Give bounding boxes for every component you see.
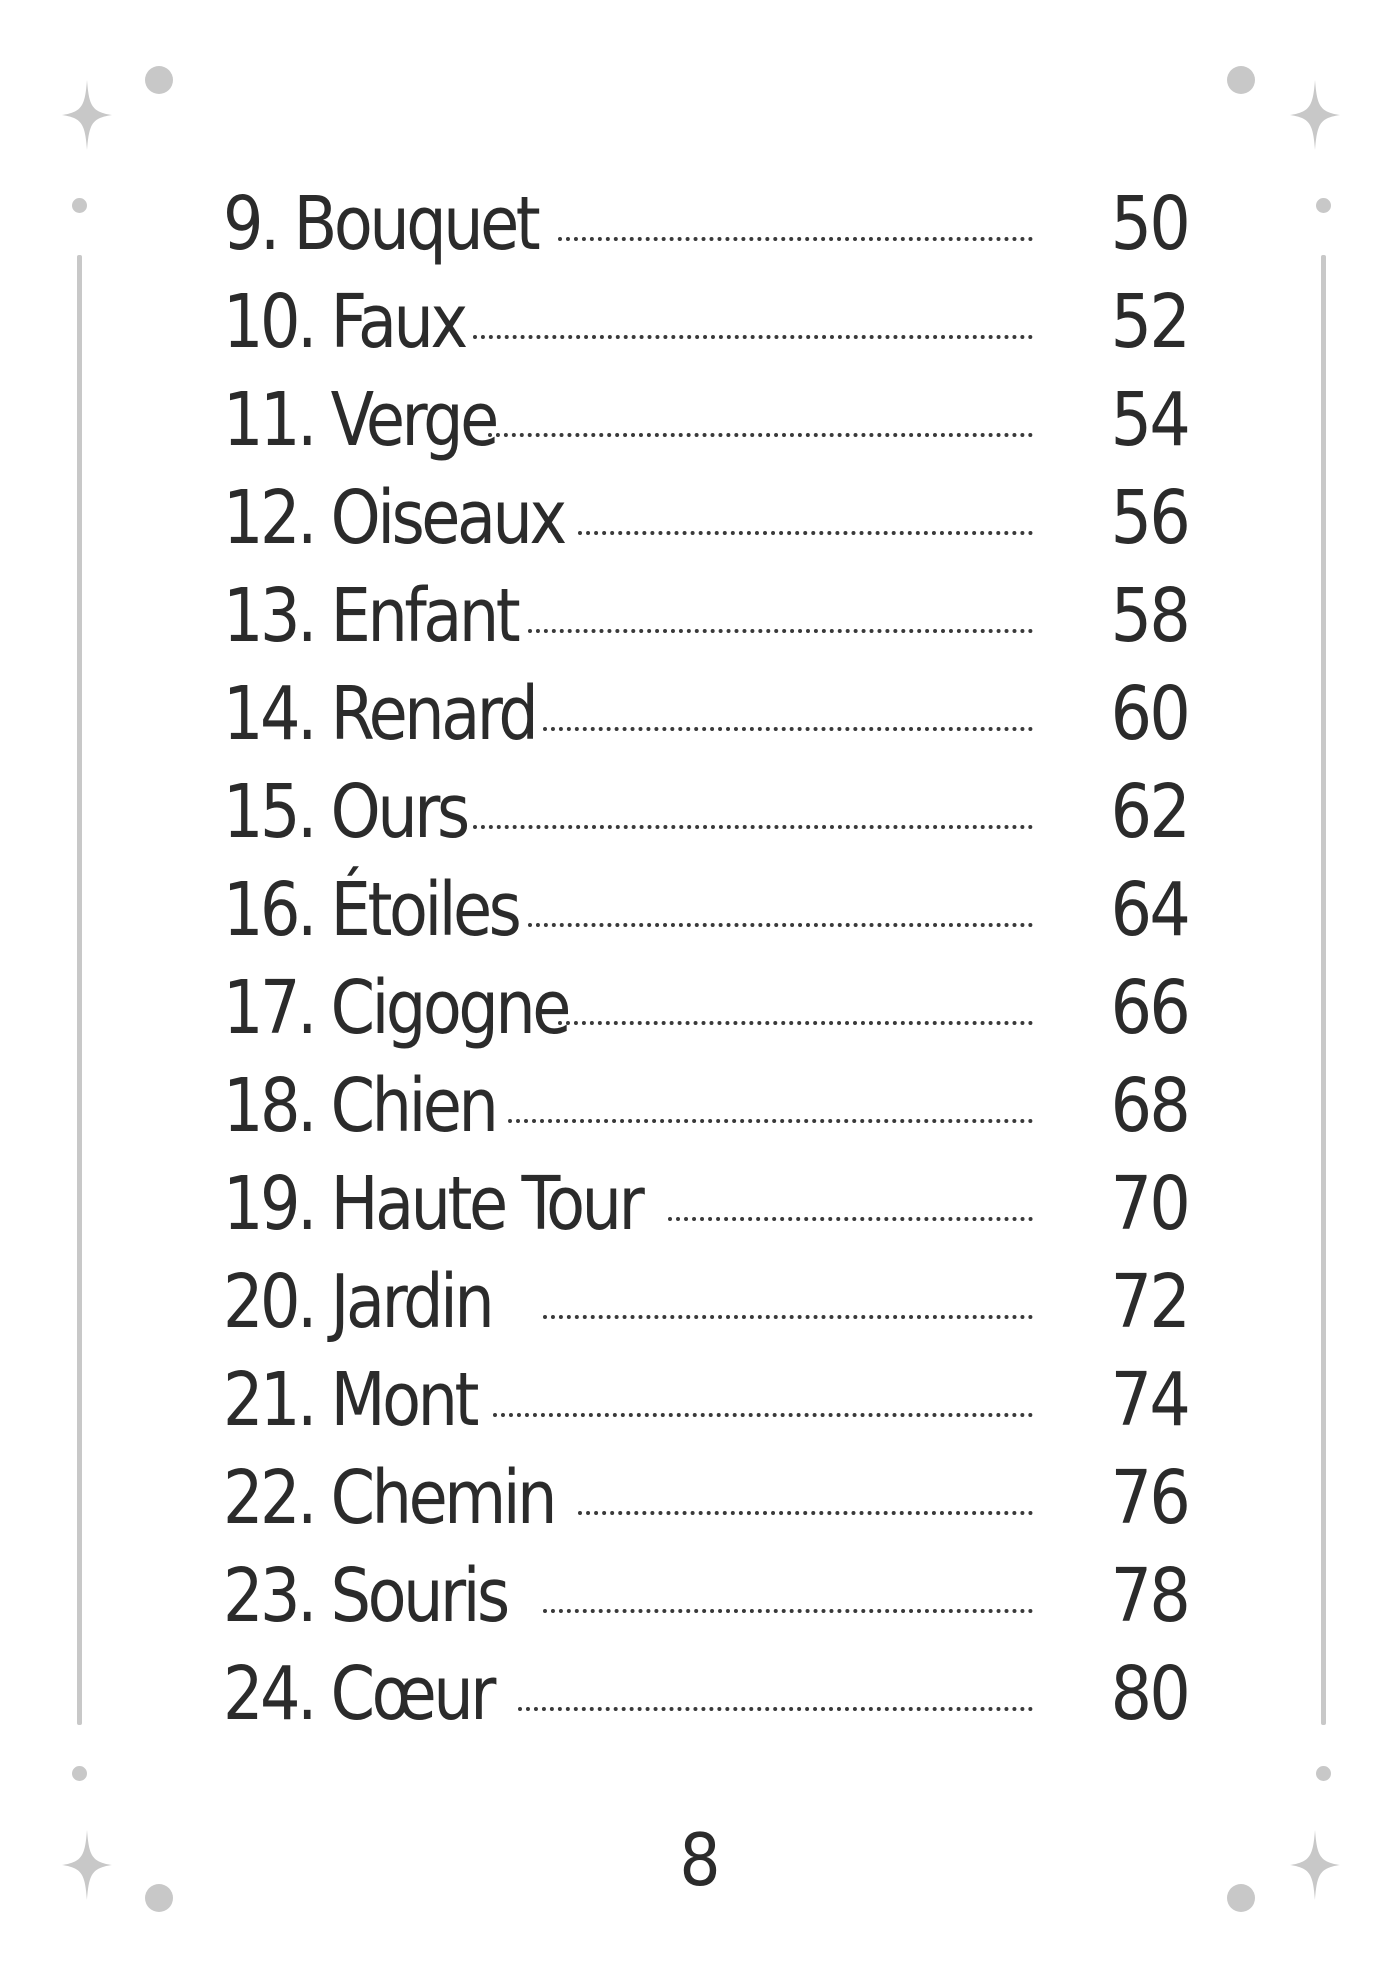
toc-entry-title: 20. Jardin bbox=[223, 1259, 492, 1345]
toc-entry-page: 54 bbox=[1110, 371, 1188, 469]
toc-entry[interactable] bbox=[223, 763, 1188, 861]
toc-entry-title: 21. Mont bbox=[223, 1357, 477, 1443]
sparkle-icon bbox=[1290, 80, 1340, 150]
toc-entry[interactable] bbox=[223, 567, 1188, 665]
dot-icon bbox=[1316, 1766, 1331, 1781]
dot-leader bbox=[488, 433, 1033, 437]
toc-entry-page: 60 bbox=[1110, 665, 1188, 763]
toc-entry-page: 56 bbox=[1110, 469, 1188, 567]
dot-icon bbox=[145, 66, 173, 94]
dot-leader bbox=[508, 1119, 1033, 1123]
dot-leader bbox=[473, 825, 1033, 829]
toc-entry-page: 70 bbox=[1110, 1155, 1188, 1253]
toc-entry[interactable] bbox=[223, 1155, 1188, 1253]
toc-entry-page: 74 bbox=[1110, 1351, 1188, 1449]
toc-entry[interactable] bbox=[223, 1057, 1188, 1155]
toc-entry[interactable] bbox=[223, 1449, 1188, 1547]
dot-leader bbox=[473, 335, 1033, 339]
toc-entry-title: 19. Haute Tour bbox=[223, 1161, 642, 1247]
toc-entry-page: 68 bbox=[1110, 1057, 1188, 1155]
toc-entry[interactable] bbox=[223, 469, 1188, 567]
toc-entry[interactable] bbox=[223, 371, 1188, 469]
toc-entry-title: 17. Cigogne bbox=[223, 965, 568, 1051]
dot-leader bbox=[558, 237, 1033, 241]
toc-entry-title: 12. Oiseaux bbox=[223, 475, 564, 561]
toc-entry[interactable] bbox=[223, 861, 1188, 959]
dot-icon bbox=[72, 198, 87, 213]
toc-entry-title: 18. Chien bbox=[223, 1063, 496, 1149]
left-border-line bbox=[77, 255, 82, 1725]
toc-entry[interactable] bbox=[223, 959, 1188, 1057]
toc-entry-page: 62 bbox=[1110, 763, 1188, 861]
toc-entry[interactable] bbox=[223, 273, 1188, 371]
dot-leader bbox=[543, 1609, 1033, 1613]
toc-entry-page: 58 bbox=[1110, 567, 1188, 665]
dot-leader bbox=[493, 1413, 1033, 1417]
toc-entry-title: 14. Renard bbox=[223, 671, 536, 757]
toc-entry[interactable] bbox=[223, 665, 1188, 763]
page-number: 8 bbox=[679, 1818, 721, 1902]
toc-entry[interactable] bbox=[223, 1253, 1188, 1351]
dot-leader bbox=[558, 1021, 1033, 1025]
toc-entry-page: 80 bbox=[1110, 1645, 1188, 1743]
toc-entry-title: 23. Souris bbox=[223, 1553, 507, 1639]
sparkle-icon bbox=[62, 80, 112, 150]
toc-entry-title: 13. Enfant bbox=[223, 573, 518, 659]
dot-leader bbox=[518, 1707, 1033, 1711]
toc-entry-title: 15. Ours bbox=[223, 769, 467, 855]
toc-entry[interactable] bbox=[223, 1547, 1188, 1645]
toc-entry[interactable] bbox=[223, 1351, 1188, 1449]
toc-entry-title: 24. Cœur bbox=[223, 1651, 493, 1737]
dot-icon bbox=[1316, 198, 1331, 213]
dot-leader bbox=[528, 923, 1033, 927]
dot-icon bbox=[72, 1766, 87, 1781]
toc-entry-page: 64 bbox=[1110, 861, 1188, 959]
toc-entry-page: 50 bbox=[1110, 175, 1188, 273]
toc-entry[interactable] bbox=[223, 175, 1188, 273]
dot-leader bbox=[528, 629, 1033, 633]
toc-entry-page: 72 bbox=[1110, 1253, 1188, 1351]
toc-entry-page: 78 bbox=[1110, 1547, 1188, 1645]
dot-leader bbox=[543, 727, 1033, 731]
dot-icon bbox=[1227, 66, 1255, 94]
toc-entry-title: 10. Faux bbox=[223, 279, 465, 365]
toc-entry-page: 66 bbox=[1110, 959, 1188, 1057]
dot-leader bbox=[578, 1511, 1033, 1515]
toc-entry-page: 52 bbox=[1110, 273, 1188, 371]
toc-entry-title: 9. Bouquet bbox=[223, 181, 538, 267]
dot-leader bbox=[578, 531, 1033, 535]
toc-entry-page: 76 bbox=[1110, 1449, 1188, 1547]
toc-entry[interactable] bbox=[223, 1645, 1188, 1743]
toc-entry-title: 11. Verge bbox=[223, 377, 496, 463]
toc-entry-title: 22. Chemin bbox=[223, 1455, 554, 1541]
dot-leader bbox=[543, 1315, 1033, 1319]
right-border-line bbox=[1321, 255, 1326, 1725]
toc-entry-title: 16. Étoiles bbox=[223, 867, 519, 953]
dot-leader bbox=[668, 1217, 1033, 1221]
